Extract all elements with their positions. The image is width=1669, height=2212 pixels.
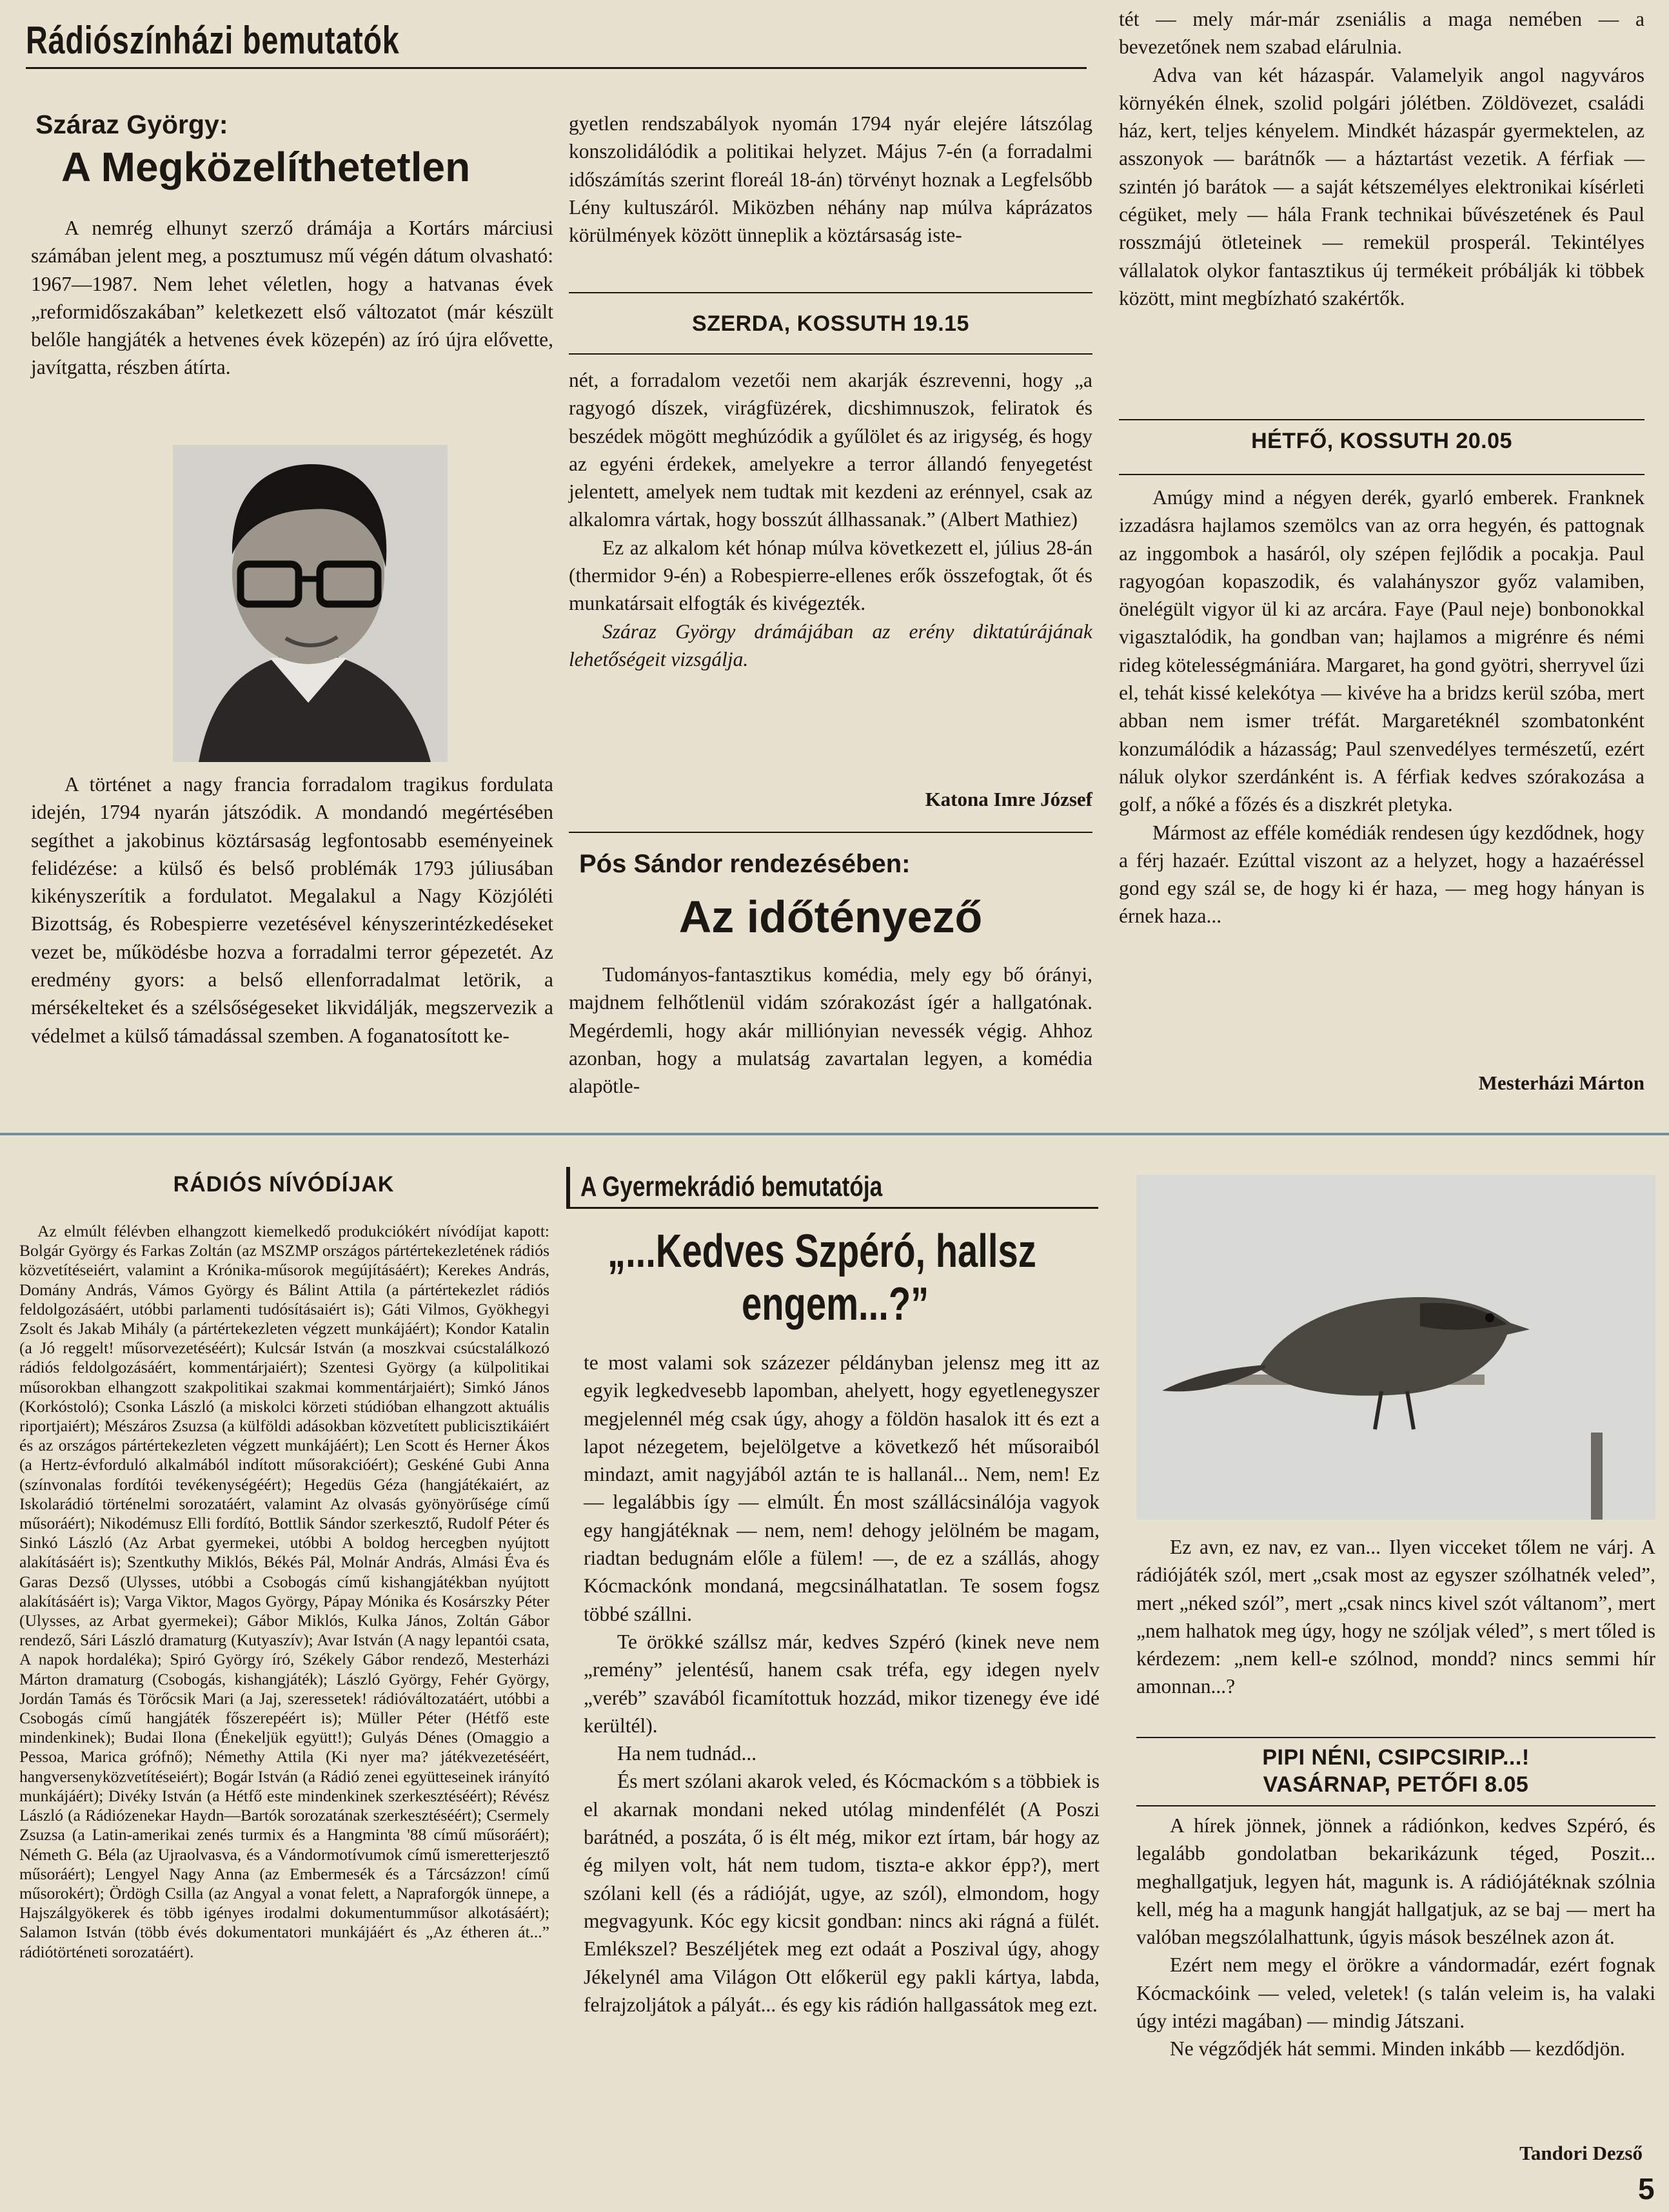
children-broadcast-slot [1136,1744,1655,1798]
article1-paragraph: A történet a nagy francia forradalom tragikus fordulata idején, 1794 nyarán játszódik. A mondandó megértésében segíthet a jakobinus köztársaság legfontosabb eseményeinek felidézése: a külső és belső problémák 1793 júliusában kikényszerítik a fordulatot. Megalakul a Nagy Közjóléti Bizottság, és Robespierre vezetésével kényszerintézkedéseket vezet be, működésbe hozva a forradalmi terror gépezetét. Az eredmény gyors: a belső ellenforradalmat letörik, a mérsékelteket és a szélsőségeseket likvidálják, megszervezik a védelmet a külső támadással szemben. A foganatosított ke- [31,773,553,1047]
children-col3 [1136,1533,1655,1701]
article1-broadcast-slot: SZERDA, KOSSUTH 19.15 [692,311,969,336]
article2-paragraph: Mármost az efféle komédiák rendesen úgy kezdődnek, hogy a férj hazaér. Ezúttal viszont az a helyzet, hogy a hazaéréssel gond egy szál se, de hogy ki ér haza, — meg hogy hányan is érnek haza... [1119,821,1644,928]
children-paragraph: Ne végződjék hát semmi. Minden inkább — kezdődjön. [1170,2037,1625,2060]
article2-intro-line: Pós Sándor rendezésében: [579,850,911,878]
section-title: Rádiószínházi bemutatók [26,19,400,62]
article1-intro [31,214,553,382]
children-paragraph: te most valami sok százezer példányban jelensz meg itt az egyik legkedvesebb lapomban, ahelyett, hogy egyetlenegyszer megjelennél még csak úgy, ahogy a földön hasalok itt és ezt a lapot nézegetem, bejelölgetve a következő hét műsoraiból mindazt, amit nagyjából aztán te is hallanál... Nem, nem! Ez — legalábbis így — elmúlt. Én most szállácsinálója vagyok egy hangjátéknak — nem, nem! dehogy jelölném be magam, riadtan bedugnám előle a fülem! —, de ez a szállás, ahogy Kócmackónk mondaná, megcsinálhatatlan. Te sosem fogsz többé szállni. [584,1351,1100,1625]
slot-rule-top [569,292,1092,293]
article-divider [569,832,1092,833]
article2-col3b [1119,484,1644,930]
author-portrait-photo [173,445,448,762]
portrait-illustration [173,445,448,762]
header-rule [26,67,1087,69]
article1-paragraph: A nemrég elhunyt szerző drámája a Kortárs márciusi számában jelent meg, a posztumusz mű végén dátum olvasható: 1967—1987. Nem lehet véletlen, hogy a hatvanas évek „reformidőszakában” keletkezett első változatot (már készült belőle hangjáték a hetvenes évek közepén) az író újra elővette, javítgatta, részben átírta. [31,217,553,379]
children-col3b [1136,1812,1655,2063]
children-paragraph: Ezért nem megy el örökre a vándormadár, ezért fognak Kócmackóink — veled, veletek! (s talán veleim is, ha valaki úgy intézi magában) — mindig Játszani. [1136,1953,1655,2033]
awards-title: RÁDIÓS NÍVÓDÍJAK [173,1172,395,1197]
children-section-title: A Gyermekrádió bemutatója [580,1171,883,1202]
article2-paragraph: tét — mely már-már zseniális a maga nemében — a bevezetőnek nem szabad elárulnia. [1119,8,1644,59]
article2-paragraph: Amúgy mind a négyen derék, gyarló emberek. Franknek izzadásra hajlamos szemölcs van az orra hegyén, és pattognak az inggombok a hasáról, oly szépen fejlődik a pocakja. Paul ragyogóan kopaszodik, és valahányszor győz valamiben, önelégült vigyor ül ki az arcára. Faye (Paul neje) bonbonokkal vigasztalódik, ha gondban van; hajlamos a migrénre és némi rideg kötelességmániára. Margaret, ha gond gyötri, sherryvel űzi el, tehát kissé kelekótya — kivéve ha a bridzs kerül szóba, mert abban nem ismer tréfát. Margaretéknél szombatonként konzumálódik a házasság; Paul szenvedélyes természetű, ezért náluk olykor szerdánként is. A férfiak kedves szórakozása a golf, a nőké a főzés és a diszkrét pletyka. [1119,486,1644,816]
article2-paragraph: Tudományos-fantasztikus komédia, mely egy bő órányi, majdnem felhőtlenül vidám szórakozást ígér a hallgatónak. Megérdemli, hogy akár milliónyian nevessék végig. Ahhoz azonban, hogy a mulatság zavartalan legyen, a komédia alapötle- [569,963,1092,1098]
article1-col2 [569,110,1092,249]
children-title-line1: „...Kedves Szpéró, hallsz [607,1226,1036,1277]
page-number: 5 [1638,2172,1655,2206]
slot-rule-bottom [1119,474,1644,475]
article1-paragraph: Száraz György drámájában az erény diktatúrájának lehetőségeit vizsgálja. [569,620,1092,670]
children-signature: Tandori Dezső [1519,2142,1643,2164]
article1-paragraph: gyetlen rendszabályok nyomán 1794 nyár elejére látszólag konszolidálódik a politikai helyzet. Május 7-én (a forradalmi időszámítás szerint floreál 18-án) törvényt hoznak a Legfelsőbb Lény kultuszáról. Miközben néhány nap múlva káprázatos körülmények között ünneplik a köztársaság iste- [569,112,1092,247]
section-marker [566,1167,570,1207]
sparrow-illustration [1136,1175,1655,1520]
article2-paragraph: Adva van két házaspár. Valamelyik angol nagyváros környékén élnek, szolid polgári jólétben. Zöldövezet, családi ház, kert, teljes kényelem. Mindkét házaspár gyermektelen, az asszonyok — barátnők — a háztartást vezetik. A férfiak — szintén jó barátok — a saját kétszemélyes elektronikai kísérleti cégüket, mely — hála Frank technikai bűvészetének és Paul rosszmájú ötleteinek — remekül prosperál. Tekintélyes vállalatok olykor fantasztikus új termékeit próbálják ki többek között, mint megbízható szakértők. [1119,63,1644,309]
children-title-line2: engem...?” [742,1278,929,1330]
children-paragraph: Ha nem tudnád... [617,1742,757,1765]
children-paragraph: Ez avn, ez nav, ez van... Ilyen vicceket tőlem ne várj. A rádiójáték szól, mert „csak most az egyszer szólhatnék veled”, mert „néked szól”, mert „csak nincs kivel szót váltanom”, mert „nem halhatok meg úgy, hogy ne szóljak véled”, s mert tőled is kérdezem: „nem kell-e szólnod, mondd? nincs semmi hír amonnan...? [1136,1536,1655,1698]
article1-paragraph: nét, a forradalom vezetői nem akarják észrevenni, hogy „a ragyogó díszek, virágfüzérek, dicshimnuszok, feliratok és beszédek mögött meghúzódik a gyűlölet és az irigység, és hogy az egyéni érdekek, amelyekre a terror állandó fenyegetést jelentett, amelyek nem tudtak mit kezdeni az erénnyel, csak az alkalomra vártak, hogy bosszút állhassanak.” (Albert Mathiez) [569,369,1092,531]
article2-broadcast-slot: HÉTFŐ, KOSSUTH 20.05 [1251,429,1512,453]
children-slot-line1: PIPI NÉNI, CSIPCSIRIP...! [1262,1745,1530,1770]
awards-text [19,1222,549,1962]
article1-col2b [569,366,1092,673]
article2-signature: Mesterházi Márton [1478,1072,1644,1094]
article1-history [31,770,553,1050]
slot-rule-bottom [1136,1805,1655,1806]
article2-title: Az időtényező [678,892,983,942]
article1-signature: Katona Imre József [925,788,1092,810]
section-rule [566,1207,1098,1209]
blue-separator [0,1133,1669,1135]
children-paragraph: A hírek jönnek, jönnek a rádiónkon, kedves Szpéró, és legalább gondolatban bekarikázunk téged, Poszit... meghallgatjuk, legyen hát, magunk is. A rádiójátéknak szólnia kell, még ha a magunk hangját hallgatjuk, az se baj — mert ha valóban megszólalhattunk, úgyis mások beszélnek azon át. [1136,1814,1655,1949]
slot-rule-top [1119,419,1644,420]
article1-title: A Megközelíthetetlen [61,144,471,190]
children-paragraph: Te örökké szállsz már, kedves Szpéró (kinek neve nem „remény” jelentésű, hanem csak tréfa, egy idegen nyelv „veréb” szavából ficamítottuk hozzád, mikor tizenegy éve idé kerültél). [584,1630,1100,1737]
article1-paragraph: Ez az alkalom két hónap múlva következett el, július 28-án (thermidor 9-én) a Robespierre-ellenes erők összefogtak, őt és munkatársait elfogták és kivégezték. [569,536,1092,615]
children-paragraph: És mert szólani akarok veled, és Kócmackóm s a többiek is el akarnak mondani neked utólag mindenfélét (A Poszi barátnéd, a poszáta, ő is élt még, mikor ezt írtam, bár hogy az ég milyen volt, hát nem tudom, tiszta-e akkor épp?), mert szólani kell (és a rádióját, ugye, az szól), elmondom, hogy megvagyunk. Kóc egy kicsit gondban: nincs aki rágná a fülét. Emlékszel? Beszéljétek meg ezt odaát a Poszival úgy, ahogy Jékelynél ama Világon Ott előkerül egy pakli kártya, labda, felrajzoljátok a pályát... és egy kis rádión hallgassátok meg ezt. [584,1770,1100,2016]
article2-col3 [1119,5,1644,312]
article1-author-line: Száraz György: [35,110,228,139]
children-col2 [584,1349,1100,2019]
slot-rule-bottom [569,353,1092,355]
sparrow-photo [1136,1175,1655,1520]
article2-col2 [569,961,1092,1100]
slot-rule-top [1136,1737,1655,1738]
children-slot-line2: VASÁRNAP, PETŐFI 8.05 [1263,1772,1529,1797]
awards-paragraph: Az elmúlt félévben elhangzott kiemelkedő produkciókért nívódíjat kapott: Bolgár György és Farkas Zoltán (az MSZMP országos pártértekezletének rádiós közvetítéseiért, valamint a Krónika-műsorok megújításáért); Kerekes András, Domány András, Vámos György és Bálint Attila (a pártértekezlet rádiós feldolgozásáért, utóbbi parlamenti tudósításaiért is); Gáti Vilmos, Gyökhegyi Zsolt és Jakab Mihály (a pártértekezleten végzett munkájáért); Kondor Katalin (a Jó reggelt! műsorvezetéséért); Kulcsár István (a moszkvai csúcstalálkozó rádiós feldolgozásáért, kommentárjaiért); Szentesi György (a külpolitikai műsorokban elhangzott szakpolitikai szakmai kommentárjaiért); Simkó János (Korkóstoló); Csonka László (a miskolci körzeti stúdióban elhangzott aktuális riportjaiért); Mészáros Zsuzsa (a külföldi adásokban közvetített publicisztikáiért és az országos pártértekezleten végzett munkájáért); Len Scott és Herner Ákos (a Hertz-évforduló alkalmából indított műsorakcióért); Geskéné Gubi Anna (színvonalas fordítói tevékenységéért); Hegedüs Géza (hangjátékaiért, az Iskolarádió történelmi sorozatáért, valamint Az olvasás gyönyörűsége című műsoráért); Nikodémusz Elli fordító, Bottlik Sándor szerkesztő, Rudolf Péter és Sinkó László (Az Arbat gyermekei, utóbbi A boldog hercegben nyújtott alakításáért is); Szentkuthy Miklós, Békés Pál, Molnár András, Almási Éva és Garas Dezső (Ulysses, utóbbi a Csobogás című kishangjátékban nyújtott alakításáért is); Varga Viktor, Magos György, Pápay Mónika és Kosárszky Péter (Ulysses, az Arbat gyermekei); Gábor Miklós, Kulka János, Zoltán Gábor rendező, Sári László dramaturg (Kutyaszív); Avar István (A nagy lepantói csata, A napok hordaléka); Spiró György író, Székely Gábor rendező, Mesterházi Márton dramaturg (Csobogás, kishangjáték); László György, Fehér György, Jordán Tamás és Törőcsik Mari (a Jaj, szeressetek! rádióváltozatáért, utóbbi a Csobogás című hangjáték főszerepéért is); Müller Péter (Hétfő este mindenkinek); Budai Ilona (Énekeljük együtt!); Gulyás Dénes (Omaggio a Pessoa, Marica grófnő); Némethy Attila (Ki nyer ma? játékvezetéséért, hangversenyközvetítéseiért); Bogár István (a Rádió zenei együtteseinek irányító munkájáért); Divéky István (a Hétfő este mindenkinek szerkesztéséért); Révész László (a Rádiózenekar Haydn—Bartók sorozatának szerkesztéséért); Csermely Zsuzsa (a Latin-amerikai zenés turmix és a Hangminta '88 című műsoráért); Németh G. Béla (az Ujraolvasva, és a Vándormotívumok című ismeretterjesztő műsoráért); Lengyel Nagy Anna (az Embermesék és a Tárcsázzon! című műsorokért); Ördögh Csilla (az Angyal a vonat felett, a Napraforgók ünnepe, a Hajszálgyökerek és több igényes irodalmi dokumentumműsor alkotásáért); Salamon István (több évés dokumentatori munkájáért és „Az étheren át...” rádiótörténeti sorozatáért). [19,1222,549,1961]
